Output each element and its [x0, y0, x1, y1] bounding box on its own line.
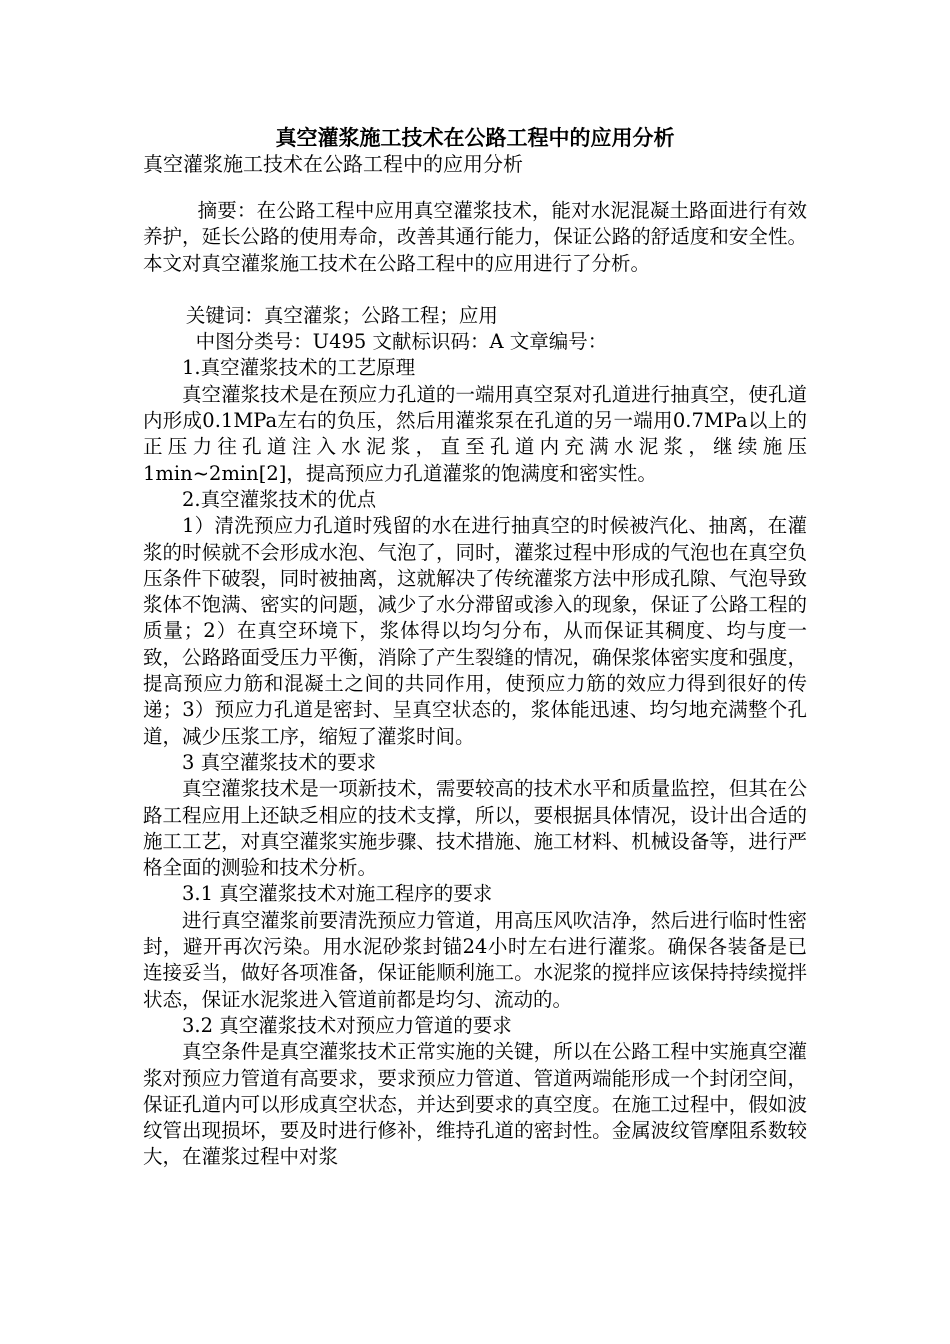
- paragraph-gap: [143, 277, 807, 303]
- keywords-line: 关键词：真空灌浆；公路工程；应用: [185, 303, 498, 327]
- section-body-2: 1）清洗预应力孔道时残留的水在进行抽真空的时候被汽化、抽离，在灌浆的时候就不会形成水泡、气泡了，同时，灌浆过程中形成的气泡也在真空负压条件下破裂，同时被抽离，这就解决了传统灌浆方法中形成孔隙、气泡导致浆体不饱满、密实的问题，减少了水分滞留或渗入的现象，保证了公路工程的质量；2）在真空环境下，浆体得以均匀分布，从而保证其稠度、均与度一致，公路路面受压力平衡，消除了产生裂缝的情况，确保浆体密实度和强度，提高预应力筋和混凝土之间的共同作用，使预应力筋的效应力得到很好的传递；3）预应力孔道是密封、呈真空状态的，浆体能迅速、均匀地充满整个孔道，减少压浆工序，缩短了灌浆时间。: [143, 514, 807, 748]
- section-heading-3-1: 3.1 真空灌浆技术对施工程序的要求: [182, 882, 493, 906]
- classification-line: 中图分类号：U495 文献标识码：A 文章编号：: [195, 330, 608, 354]
- section-body-1: 真空灌浆技术是在预应力孔道的一端用真空泵对孔道进行抽真空，使孔道内形成0.1MPa左右的负压，然后用灌浆泵在孔道的另一端用0.7MPa以上的正压力往孔道注入水泥浆，直至孔道内充满水泥浆，继续施压1min~2min[2]，提高预应力孔道灌浆的饱满度和密实性。: [143, 382, 807, 485]
- section-body-3: 真空灌浆技术是一项新技术，需要较高的技术水平和质量监控，但其在公路工程应用上还缺乏相应的技术支撑，所以，要根据具体情况，设计出合适的施工工艺，对真空灌浆实施步骤、技术措施、施工材料、机械设备等，进行严格全面的测验和技术分析。: [143, 777, 807, 880]
- section-body-3-2: 真空条件是真空灌浆技术正常实施的关键，所以在公路工程中实施真空灌浆对预应力管道有高要求，要求预应力管道、管道两端能形成一个封闭空间，保证孔道内可以形成真空状态，并达到要求的真空度。在施工过程中，假如波纹管出现损坏，要及时进行修补，维持孔道的密封性。金属波纹管摩阻系数较大，在灌浆过程中对浆: [143, 1040, 807, 1169]
- section-heading-3: 3 真空灌浆技术的要求: [182, 750, 377, 774]
- abstract-paragraph: 摘要：在公路工程中应用真空灌浆技术，能对水泥混凝土路面进行有效养护，延长公路的使用寿命，改善其通行能力，保证公路的舒适度和安全性。本文对真空灌浆施工技术在公路工程中的应用进行了分析。: [143, 199, 807, 275]
- section-heading-1: 1.真空灌浆技术的工艺原理: [182, 356, 416, 380]
- section-heading-3-2: 3.2 真空灌浆技术对预应力管道的要求: [182, 1013, 512, 1037]
- section-body-3-1: 进行真空灌浆前要清洗预应力管道，用高压风吹洁净，然后进行临时性密封，避开再次污染。用水泥砂浆封锚24小时左右进行灌浆。确保各装备是已连接妥当，做好各项准备，保证能顺利施工。水泥浆的搅拌应该保持持续搅拌状态，保证水泥浆进入管道前都是均匀、流动的。: [143, 908, 807, 1011]
- document-body: [143, 198, 807, 1171]
- section-heading-2: 2.真空灌浆技术的优点: [182, 487, 377, 511]
- document-subtitle: 真空灌浆施工技术在公路工程中的应用分析: [143, 152, 523, 176]
- document-title: 真空灌浆施工技术在公路工程中的应用分析: [275, 125, 675, 150]
